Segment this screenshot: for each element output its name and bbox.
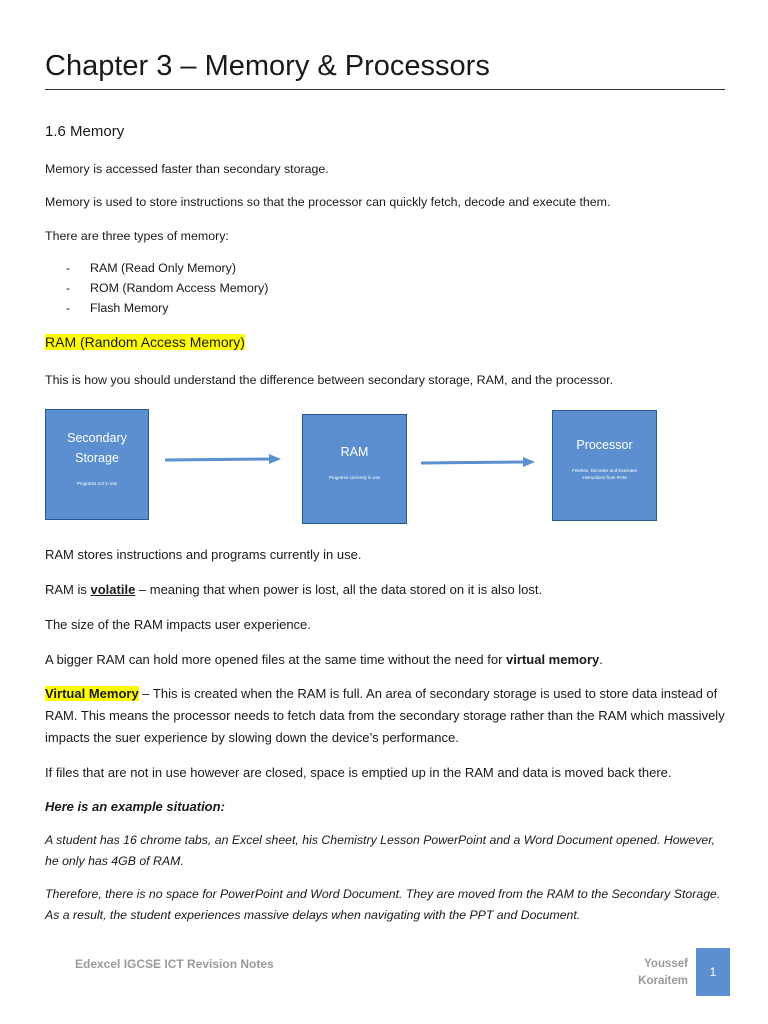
ram-fact-3: The size of the RAM impacts user experience.: [45, 617, 311, 632]
box-subtitle: Programs currently in use: [328, 475, 381, 480]
example-paragraph-2: Therefore, there is no space for PowerPoint and Word Document. They are moved from the RAM to the Secondary Storage. As a result, the student experiences massive delays when navigating with the PPT and Document.: [45, 887, 721, 922]
files-closed-paragraph: If files that are not in use however are closed, space is emptied up in the RAM and data is moved back there.: [45, 765, 672, 780]
intro-paragraph-3: There are three types of memory:: [45, 229, 229, 243]
text-run: RAM is: [45, 582, 91, 597]
title-divider: [45, 89, 725, 90]
page-title: Chapter 3 – Memory & Processors: [45, 50, 490, 82]
list-item: [66, 281, 269, 295]
box-subtitle: instructions from RAM: [582, 475, 627, 480]
list-dash: -: [66, 281, 71, 295]
box-subtitle: Programs not in use: [76, 481, 118, 486]
list-dash: -: [66, 301, 71, 315]
box-title: Processor: [576, 438, 633, 452]
footer-course-name: Edexcel IGCSE ICT Revision Notes: [75, 957, 274, 971]
arrow-icon: [163, 452, 283, 468]
virtual-memory-term: virtual memory: [506, 652, 600, 667]
virtual-memory-paragraph: [45, 683, 725, 749]
ram-fact-1: RAM stores instructions and programs currently in use.: [45, 547, 362, 562]
volatile-term: volatile: [90, 582, 136, 597]
text-run: – meaning that when power is lost, all the data stored on it is also lost.: [135, 582, 543, 597]
processor-box: [552, 410, 657, 521]
box-title: RAM: [340, 445, 369, 459]
list-item-label: ROM (Random Access Memory): [90, 281, 269, 295]
ram-fact-4: [45, 652, 603, 667]
example-heading: Here is an example situation:: [45, 799, 225, 814]
example-paragraph-1: A student has 16 chrome tabs, an Excel sheet, his Chemistry Lesson PowerPoint and a Word Document opened. However, he only has 4GB of RAM.: [45, 833, 716, 868]
box-title: Storage: [75, 451, 119, 465]
box-subtitle: Fetches, Decodes and Executes: [572, 468, 637, 473]
arrow-icon: [419, 455, 539, 471]
ram-fact-2: [45, 582, 542, 597]
text-run: A bigger RAM can hold more opened files at the same time without the need for: [45, 652, 507, 667]
text-run: – This is created when the RAM is full. An area of secondary storage is used to store data instead of RAM. This means the processor needs to fetch data from the secondary storage rather than the RAM which massively impacts the suer experience by slowing down the device’s performance.: [45, 686, 725, 745]
list-item-label: Flash Memory: [90, 301, 169, 315]
text-run: .: [599, 652, 603, 667]
ram-heading: [45, 334, 245, 350]
ram-heading-highlight: RAM (Random Access Memory): [45, 334, 245, 350]
author-first-name: Youssef: [644, 958, 688, 970]
page-number: 1: [696, 948, 730, 996]
footer-author: [600, 956, 688, 990]
ram-intro: This is how you should understand the difference between secondary storage, RAM, and the processor.: [45, 373, 614, 387]
list-dash: -: [66, 261, 71, 275]
intro-paragraph-2: Memory is used to store instructions so that the processor can quickly fetch, decode and execute them.: [45, 195, 611, 209]
intro-paragraph-1: Memory is accessed faster than secondary storage.: [45, 162, 329, 176]
virtual-memory-highlight: Virtual Memory: [45, 686, 139, 701]
list-item: [66, 301, 169, 315]
list-item: [66, 261, 236, 275]
author-last-name: Koraitem: [638, 975, 688, 987]
secondary-storage-box: [45, 409, 149, 520]
ram-box: [302, 414, 407, 524]
list-item-label: RAM (Read Only Memory): [90, 261, 236, 275]
box-title: Secondary: [67, 431, 127, 445]
section-heading: 1.6 Memory: [45, 123, 125, 140]
